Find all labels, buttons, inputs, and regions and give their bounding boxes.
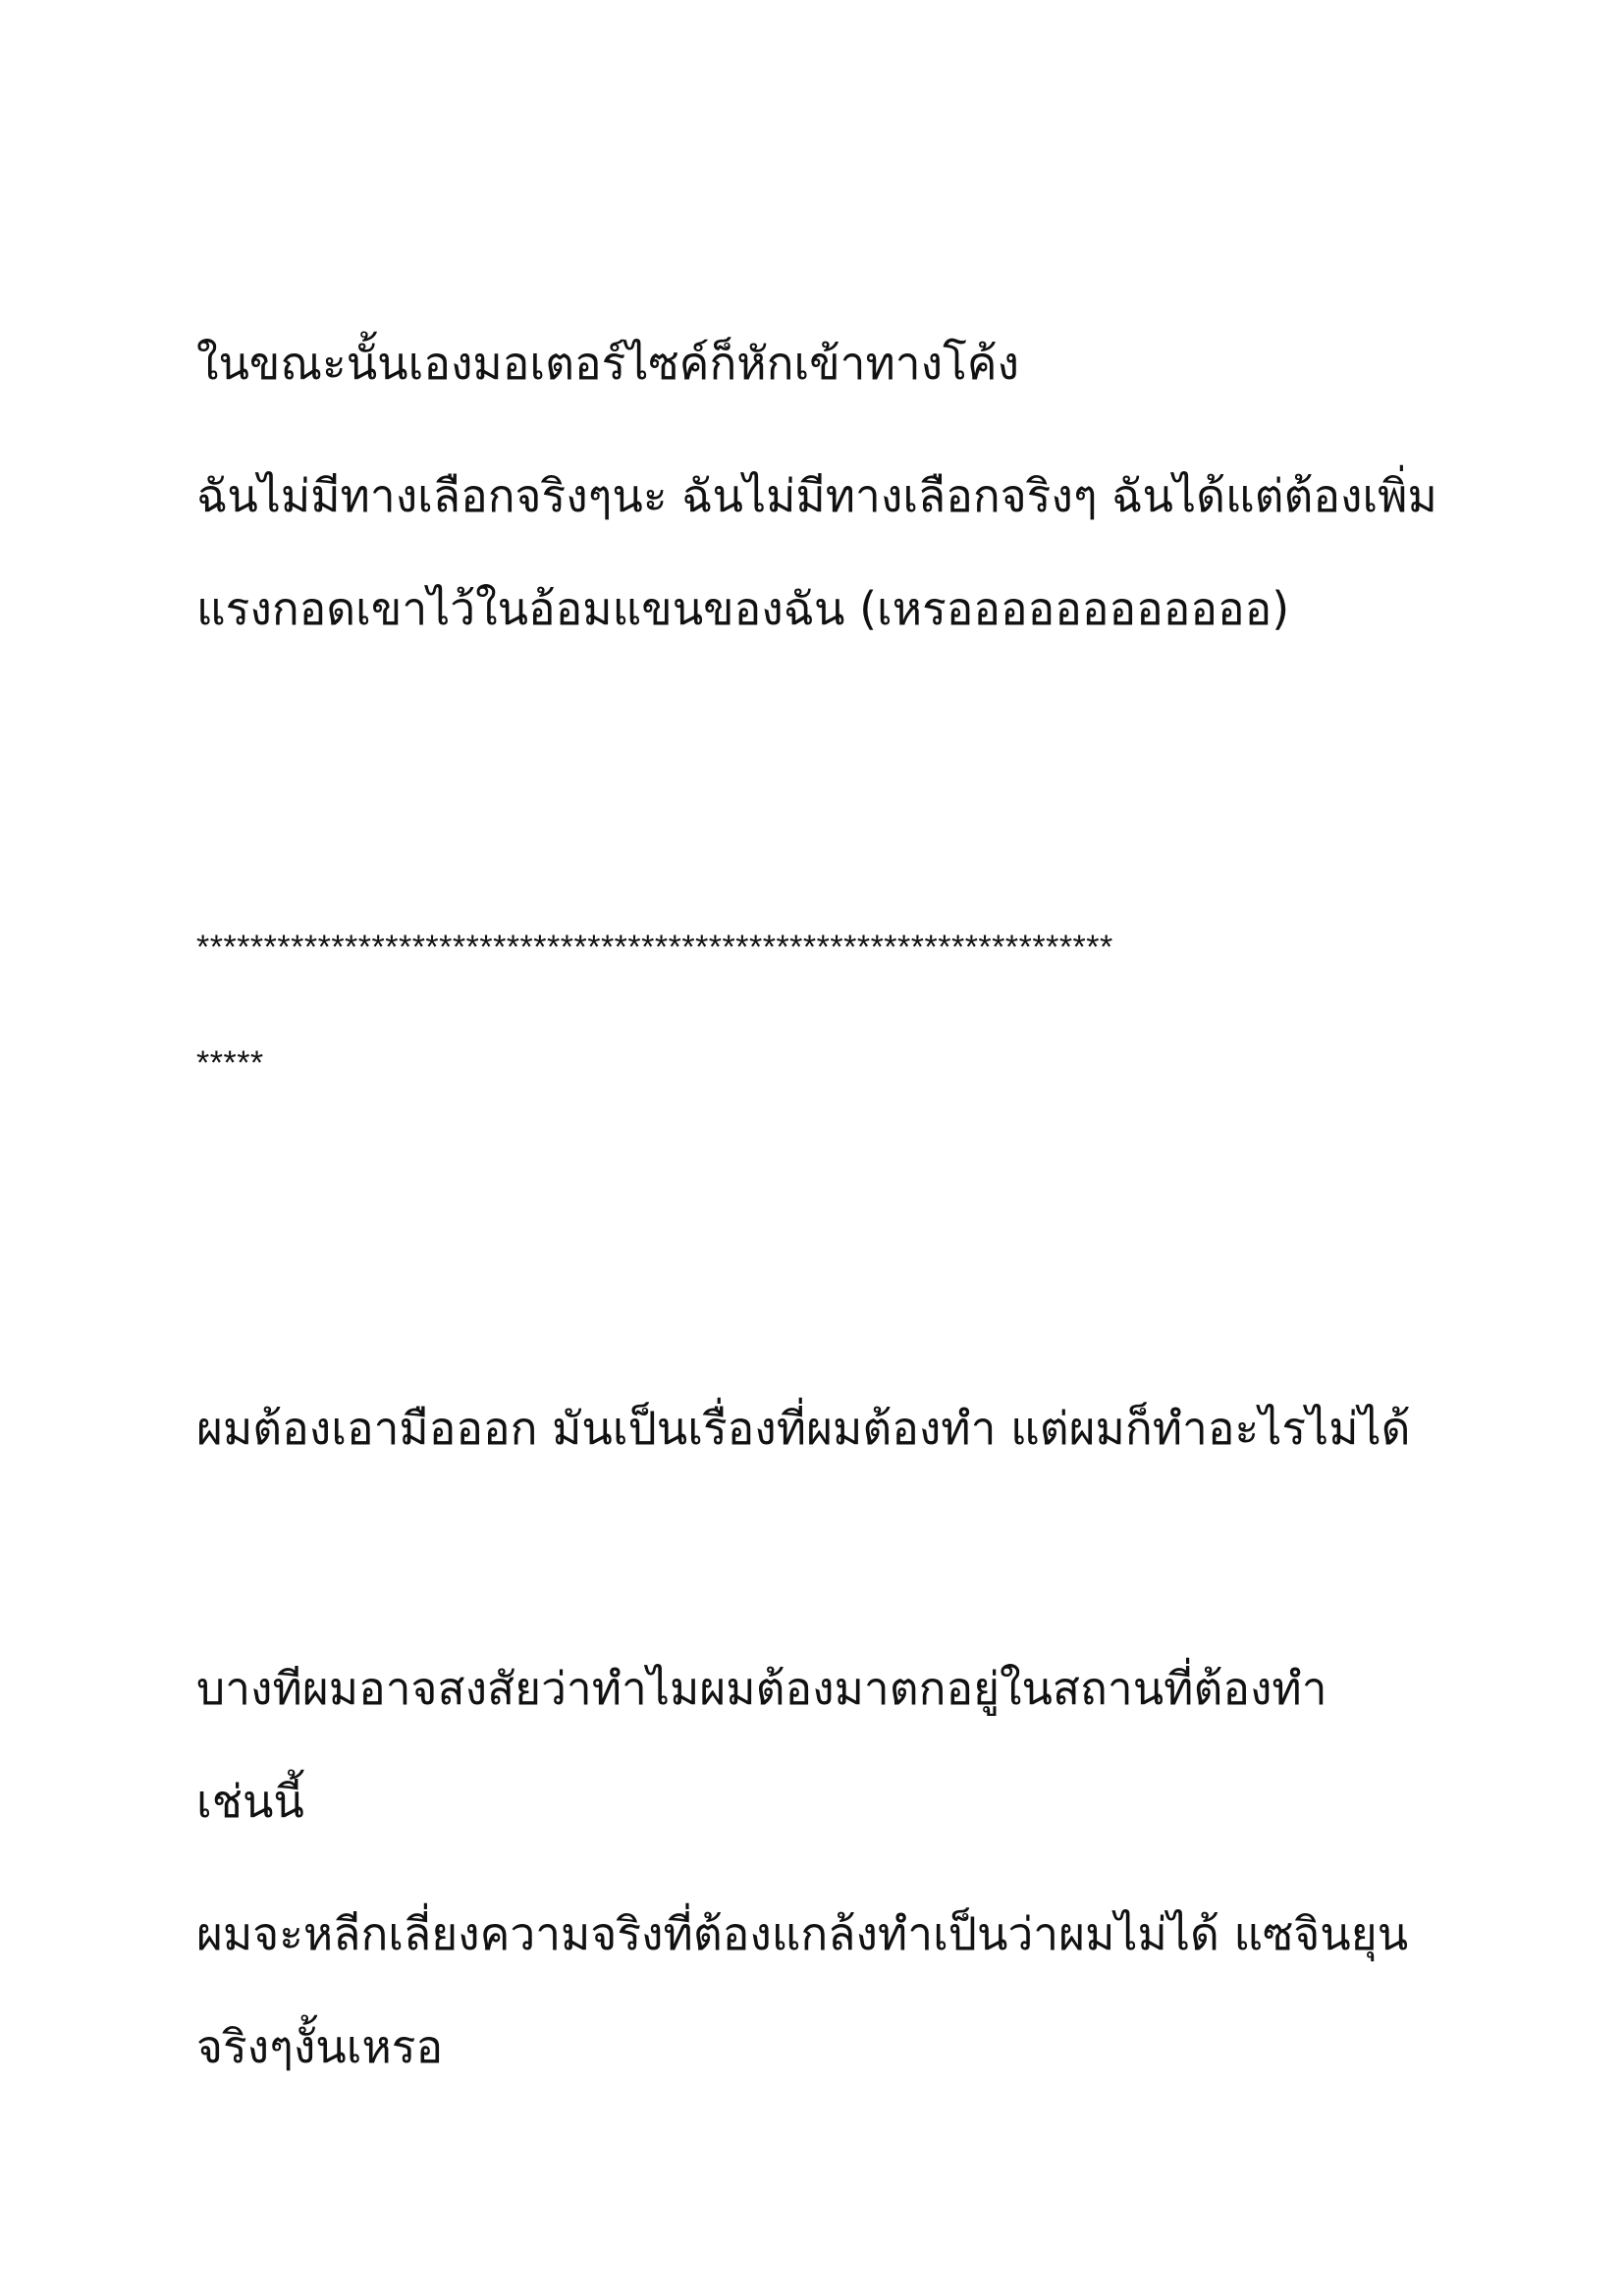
- text-line-6: ผมต้องเอามือออก มันเป็นเรื่องที่ผมต้องทำ แต่ผมก็ทำอะไรไม่ได้: [196, 1402, 1411, 1455]
- text-line-1: ในขณะนั้นเองมอเตอร์ไซค์ก็หักเข้าทางโค้ง: [196, 337, 1020, 390]
- text-line-9: ผมจะหลีกเลี่ยงความจริงที่ต้องแกล้งทำเป็นว่าผมไม่ได้ แซจินยุน: [196, 1907, 1409, 1960]
- text-line-8: เช่นนี้: [196, 1775, 304, 1828]
- text-line-7: บางทีผมอาจสงสัยว่าทำไมผมต้องมาตกอยู่ในสถานที่ต้องทำ: [196, 1662, 1327, 1715]
- text-line-10: จริงๆงั้นเหรอ: [196, 2020, 444, 2073]
- text-line-3: แรงกอดเขาไว้ในอ้อมแขนของฉัน (เหรออออออออออออ): [196, 582, 1290, 635]
- separator-stars-line-2: *****: [196, 1044, 264, 1082]
- text-line-2: ฉันไม่มีทางเลือกจริงๆนะ ฉันไม่มีทางเลือกจริงๆ ฉันได้แต่ต้องเพิ่ม: [196, 469, 1437, 522]
- separator-stars-line-1: ********************************************************************: [196, 929, 1113, 966]
